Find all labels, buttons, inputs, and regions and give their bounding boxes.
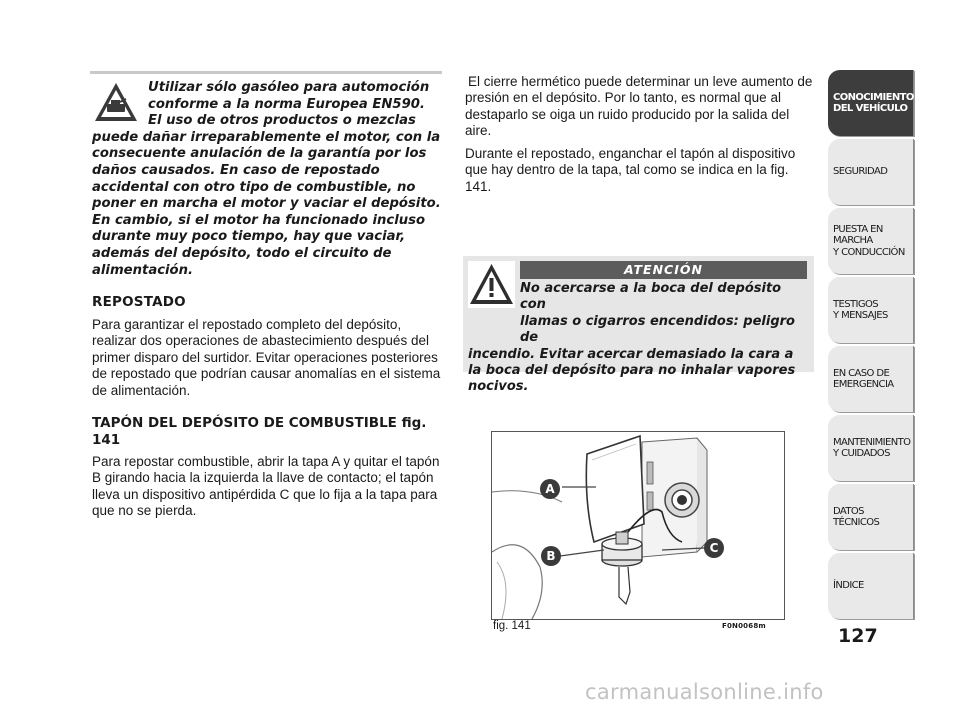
attention-header: ATENCIÓN: [520, 261, 807, 279]
label-a-badge: A: [540, 479, 560, 499]
tab-seguridad[interactable]: SEGURIDAD: [828, 139, 914, 205]
fuel-cap-paragraph: Para repostar combustible, abrir la tapa A y quitar el tapón B girando hacia la izquierda la llave de contacto; el tapón lleva un dispositivo antipérdida C que lo fija a la tapa para que no se pierda.: [92, 454, 440, 519]
fuel-cap-heading: TAPÓN DEL DEPÓSITO DE COMBUSTIBLE fig. 141: [92, 415, 427, 448]
figure-caption: fig. 141: [493, 620, 531, 632]
warning-body: puede dañar irreparablemente el motor, con la consecuente anulación de la garantía por los daños causados. En caso de repostado accidental con otro tipo de combustible, no poner en marcha el motor y vaciar el depósito. En cambio, si el motor ha funcionado incluso durante muy poco tiempo, hay que vaciar, además del depósito, todo el circuito de alimentación.: [92, 129, 441, 278]
attention-box: [463, 256, 814, 395]
attention-body: incendio. Evitar acercar demasiado la cara a la boca del depósito para no inhalar vapores nocivos.: [468, 346, 796, 395]
label-b-badge: B: [541, 546, 561, 566]
warning-line-1: Utilizar sólo gasóleo para automoción: [148, 80, 430, 95]
tab-puesta-en-marcha[interactable]: PUESTA EN MARCHA Y CONDUCCIÓN: [828, 208, 914, 274]
tab-testigos[interactable]: TESTIGOS Y MENSAJES: [828, 277, 914, 343]
fuel-cap-illustration: [491, 431, 785, 620]
refuel-paragraph: Para garantizar el repostado completo del depósito, realizar dos operaciones de abastecimiento después del primer disparo del surtidor. Evitar operaciones posteriores de repostado que podrían causar anomalías en el sistema de alimentación.: [92, 317, 441, 398]
tab-datos-tecnicos[interactable]: DATOS TÉCNICOS: [828, 484, 914, 550]
pressure-paragraph: El cierre hermético puede determinar un leve aumento de presión en el depósito. Por lo tanto, es normal que al destaparlo se oiga un ruido producido por la salida del aire.: [465, 74, 813, 139]
page-number: 127: [838, 625, 878, 647]
watermark: carmanualsonline.info: [585, 680, 824, 704]
top-divider: [90, 71, 442, 74]
tab-indice[interactable]: ÍNDICE: [828, 553, 914, 619]
attention-line-2: llamas o cigarros encendidos: peligro de: [520, 313, 795, 346]
attention-text: [468, 281, 808, 396]
warning-line-3: El uso de otros productos o mezclas: [148, 113, 416, 129]
refuel-heading: REPOSTADO: [92, 294, 186, 310]
label-c-badge: C: [704, 538, 724, 558]
tab-conocimiento[interactable]: CONOCIMIENTO DEL VEHÍCULO: [828, 70, 914, 136]
diesel-warning-text: [92, 80, 444, 279]
tab-emergencia[interactable]: EN CASO DE EMERGENCIA: [828, 346, 914, 412]
figure-code: F0N0068m: [722, 622, 766, 630]
warning-line-2: conforme a la norma Europea EN590.: [148, 96, 425, 112]
tab-mantenimiento[interactable]: MANTENIMIENTO Y CUIDADOS: [828, 415, 914, 481]
attention-line-1: No acercarse a la boca del depósito con: [520, 281, 782, 313]
refuel-hook-paragraph: Durante el repostado, enganchar el tapón al dispositivo que hay dentro de la tapa, tal como se indica en la fig. 141.: [465, 146, 796, 194]
